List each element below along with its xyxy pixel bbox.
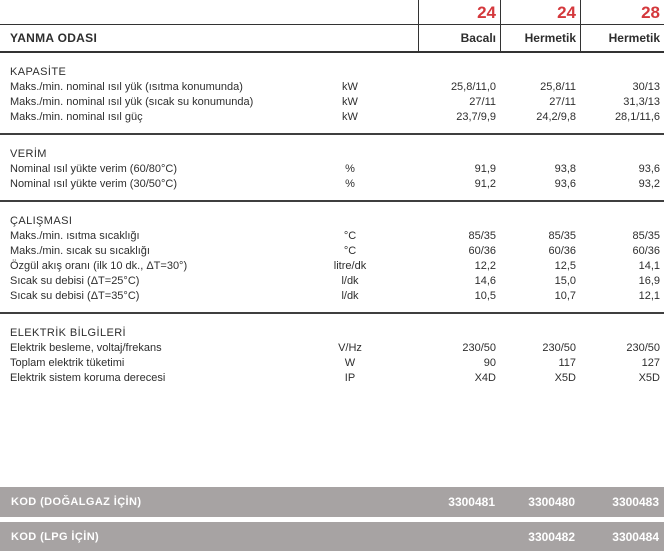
section-title-kapasite: KAPASİTE — [10, 66, 67, 78]
value-hermetik-24: 12,5 — [554, 260, 576, 272]
combustion-chamber-label: YANMA ODASI — [10, 31, 98, 45]
code-label-dogalgaz: KOD (DOĞALGAZ İÇİN) — [11, 496, 142, 508]
section-elektrik-bilgileri — [0, 314, 664, 394]
section-calismasi — [0, 202, 664, 314]
model-number-28-hermetik: 28 — [580, 0, 664, 24]
row-unit: IP — [344, 372, 356, 384]
value-bacali-24: 14,6 — [474, 275, 496, 287]
value-bacali-24: 12,2 — [474, 260, 496, 272]
row-label: Sıcak su debisi (ΔT=35°C) — [10, 290, 140, 302]
code-value-hermetik-24: 3300480 — [528, 495, 575, 509]
row-label: Nominal ısıl yükte verim (60/80°C) — [10, 163, 178, 175]
code-value-bacali-24: 3300481 — [448, 495, 495, 509]
row-label: Nominal ısıl yükte verim (30/50°C) — [10, 178, 178, 190]
row-unit: °C — [343, 245, 357, 257]
row-label: Elektrik besleme, voltaj/frekans — [10, 342, 162, 354]
row-label: Özgül akış oranı (ilk 10 dk., ΔT=30°) — [10, 260, 188, 272]
row-label: Maks./min. nominal ısıl yük (ısıtma konumunda) — [10, 81, 243, 93]
value-hermetik-28: 85/35 — [632, 230, 660, 242]
model-number-row — [0, 0, 664, 25]
value-bacali-24: 91,9 — [474, 163, 496, 175]
row-unit: °C — [343, 230, 357, 242]
table-row — [0, 356, 664, 371]
value-hermetik-28: X5D — [638, 372, 660, 384]
code-value-hermetik-24: 3300482 — [528, 529, 575, 544]
row-unit: V/Hz — [338, 342, 362, 354]
table-row — [0, 229, 664, 244]
value-bacali-24: 90 — [483, 357, 496, 369]
value-bacali-24: 60/36 — [468, 245, 496, 257]
value-hermetik-24: X5D — [554, 372, 576, 384]
table-row — [0, 162, 664, 177]
value-hermetik-28: 31,3/13 — [623, 96, 660, 108]
section-title-elektrik: ELEKTRİK BİLGİLERİ — [10, 327, 127, 339]
code-value-hermetik-28: 3300484 — [612, 529, 659, 544]
code-row-dogalgaz — [0, 487, 664, 517]
value-hermetik-28: 93,2 — [638, 178, 660, 190]
table-row — [0, 80, 664, 95]
value-hermetik-28: 127 — [641, 357, 660, 369]
row-label: Elektrik sistem koruma derecesi — [10, 372, 166, 384]
value-bacali-24: 91,2 — [474, 178, 496, 190]
value-hermetik-24: 15,0 — [554, 275, 576, 287]
table-row — [0, 289, 664, 304]
value-bacali-24: 230/50 — [462, 342, 496, 354]
value-hermetik-24: 10,7 — [554, 290, 576, 302]
section-verim — [0, 135, 664, 202]
section-title-verim: VERİM — [10, 148, 47, 160]
row-unit: % — [345, 163, 355, 175]
section-title-calismasi: ÇALIŞMASI — [10, 215, 73, 227]
value-hermetik-24: 93,8 — [554, 163, 576, 175]
value-hermetik-28: 93,6 — [638, 163, 660, 175]
combustion-chamber-row — [0, 25, 664, 53]
value-hermetik-28: 60/36 — [632, 245, 660, 257]
value-bacali-24: X4D — [474, 372, 496, 384]
value-hermetik-28: 30/13 — [632, 81, 660, 93]
value-bacali-24: 27/11 — [469, 96, 496, 108]
value-hermetik-24: 25,8/11 — [540, 81, 576, 93]
table-row — [0, 177, 664, 192]
value-hermetik-28: 28,1/11,6 — [614, 111, 660, 123]
value-bacali-24: 23,7/9,9 — [456, 111, 496, 123]
section-kapasite — [0, 53, 664, 135]
row-label: Maks./min. sıcak su sıcaklığı — [10, 245, 150, 257]
chamber-type-hermetik-2: Hermetik — [580, 25, 664, 51]
value-hermetik-24: 230/50 — [542, 342, 576, 354]
value-hermetik-24: 85/35 — [548, 230, 576, 242]
table-row — [0, 95, 664, 110]
row-unit: kW — [342, 111, 358, 123]
row-unit: % — [345, 178, 355, 190]
row-label: Maks./min. ısıtma sıcaklığı — [10, 230, 140, 242]
chamber-type-hermetik-1: Hermetik — [500, 25, 580, 51]
row-unit: l/dk — [341, 275, 359, 287]
row-label: Maks./min. nominal ısıl güç — [10, 111, 143, 123]
model-number-24-hermetik: 24 — [500, 0, 580, 24]
value-hermetik-24: 27/11 — [549, 96, 576, 108]
row-unit: kW — [342, 96, 358, 108]
value-hermetik-24: 24,2/9,8 — [536, 111, 576, 123]
table-row — [0, 110, 664, 125]
value-hermetik-28: 12,1 — [638, 290, 660, 302]
value-hermetik-28: 230/50 — [626, 342, 660, 354]
value-bacali-24: 85/35 — [468, 230, 496, 242]
row-unit: kW — [342, 81, 358, 93]
table-row — [0, 274, 664, 289]
row-unit: litre/dk — [333, 260, 367, 272]
row-label: Toplam elektrik tüketimi — [10, 357, 125, 369]
code-value-hermetik-28: 3300483 — [612, 495, 659, 509]
value-hermetik-28: 16,9 — [638, 275, 660, 287]
code-label-lpg: KOD (LPG İÇİN) — [11, 530, 100, 543]
value-bacali-24: 25,8/11,0 — [450, 81, 496, 93]
table-row — [0, 371, 664, 386]
model-number-24-bacali: 24 — [418, 0, 500, 24]
value-bacali-24: 10,5 — [474, 290, 496, 302]
table-row — [0, 341, 664, 356]
row-label: Sıcak su debisi (ΔT=25°C) — [10, 275, 140, 287]
value-hermetik-24: 117 — [558, 357, 576, 369]
table-row — [0, 259, 664, 274]
table-row — [0, 244, 664, 259]
code-row-lpg — [0, 522, 664, 551]
chamber-type-bacali: Bacalı — [418, 25, 500, 51]
value-hermetik-28: 14,1 — [638, 260, 660, 272]
row-unit: l/dk — [341, 290, 359, 302]
row-unit: W — [344, 357, 356, 369]
model-row-spacer — [0, 0, 418, 24]
row-label: Maks./min. nominal ısıl yük (sıcak su konumunda) — [10, 96, 254, 108]
value-hermetik-24: 93,6 — [554, 178, 576, 190]
value-hermetik-24: 60/36 — [548, 245, 576, 257]
